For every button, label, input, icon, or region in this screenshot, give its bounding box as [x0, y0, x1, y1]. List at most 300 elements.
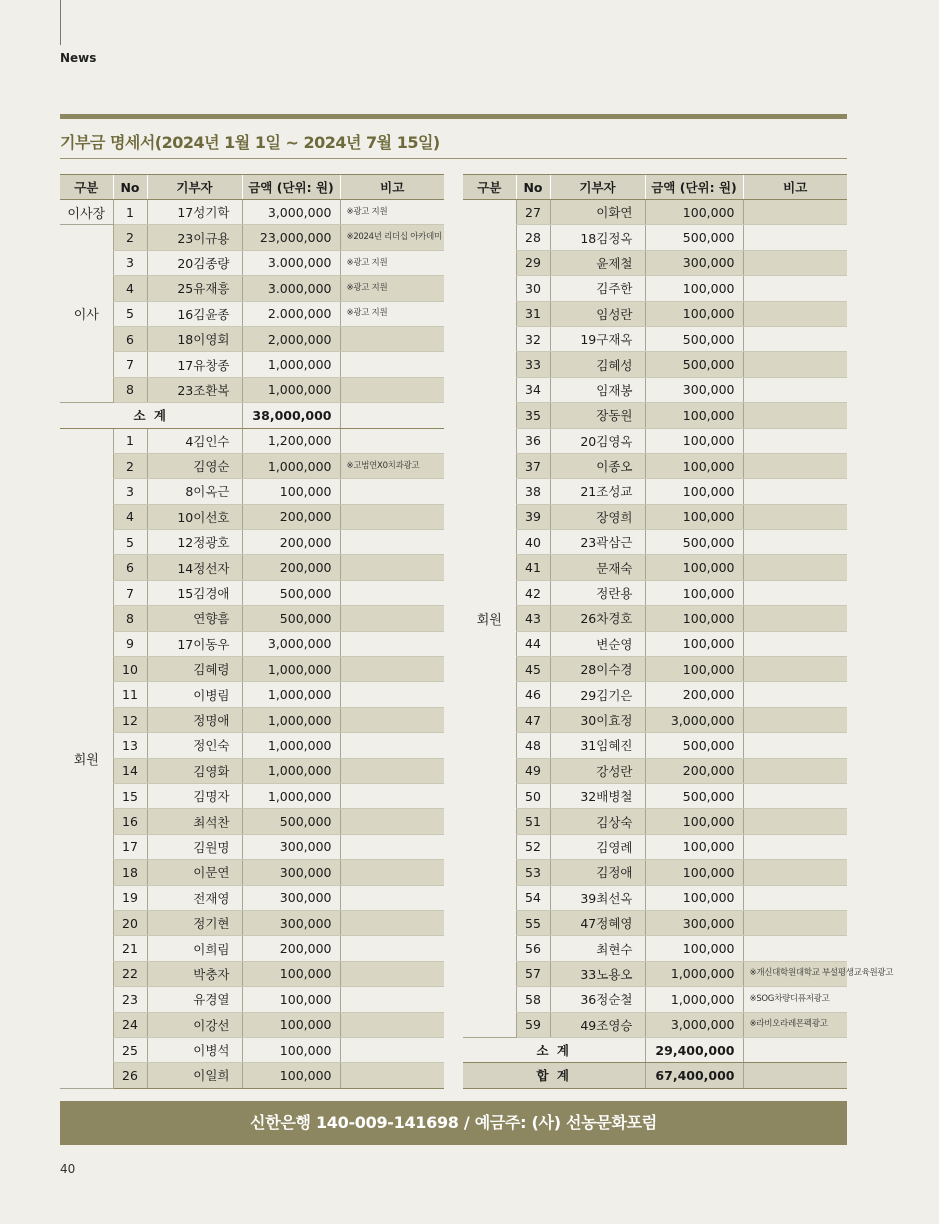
table-row	[463, 403, 847, 428]
donor-cell	[147, 352, 242, 377]
donor-cell	[147, 758, 242, 783]
amount-cell: 100,000	[645, 631, 743, 656]
note-cell	[743, 631, 847, 656]
amount-cell: 1,000,000	[242, 453, 340, 478]
note-cell: ※광고 지원	[340, 276, 444, 301]
row-number: 4	[113, 504, 147, 529]
subtotal-note-cell	[743, 1037, 847, 1062]
note-cell	[340, 606, 444, 631]
row-number: 48	[516, 733, 550, 758]
table-row	[463, 682, 847, 707]
amount-cell: 100,000	[645, 479, 743, 504]
donor-name: 전재영	[193, 890, 230, 906]
amount-cell: 500,000	[645, 326, 743, 351]
amount-cell: 100,000	[645, 657, 743, 682]
donor-cell	[147, 606, 242, 631]
donor-cell	[550, 783, 645, 808]
amount-cell: 100,000	[242, 961, 340, 986]
row-number: 36	[516, 428, 550, 453]
donor-cell	[550, 885, 645, 910]
table-row	[463, 657, 847, 682]
donor-name: 26차경호	[580, 611, 633, 627]
donor-cell	[550, 657, 645, 682]
row-number: 29	[516, 250, 550, 275]
grand-total	[463, 1063, 847, 1088]
row-number: 6	[113, 326, 147, 351]
table-row	[60, 479, 444, 504]
donor-cell	[550, 530, 645, 555]
row-number: 33	[516, 352, 550, 377]
note-cell	[340, 631, 444, 656]
row-number: 5	[113, 301, 147, 326]
donor-name: 정인숙	[193, 738, 230, 754]
table-row	[60, 809, 444, 834]
donor-name: 36정순철	[580, 992, 633, 1008]
table-row	[60, 657, 444, 682]
note-cell	[340, 326, 444, 351]
amount-cell: 1,000,000	[242, 352, 340, 377]
donor-cell	[147, 428, 242, 453]
donor-name: 이희림	[193, 941, 230, 957]
note-cell	[743, 580, 847, 605]
donor-name: 변순영	[596, 636, 633, 652]
donor-name: 이병림	[193, 687, 230, 703]
row-number: 24	[113, 1012, 147, 1037]
note-cell	[743, 326, 847, 351]
amount-cell: 500,000	[645, 530, 743, 555]
note-cell	[340, 961, 444, 986]
row-number: 22	[113, 961, 147, 986]
donor-name: 최현수	[596, 941, 633, 957]
table-row	[60, 631, 444, 656]
donor-cell	[147, 682, 242, 707]
amount-cell: 500,000	[645, 225, 743, 250]
note-cell: ※개신대학원대학교 부설평생교육원광고	[743, 961, 847, 986]
donor-cell	[550, 987, 645, 1012]
note-cell: ※SOG차량디퓨저광고	[743, 987, 847, 1012]
table-row	[463, 885, 847, 910]
donation-table-left	[60, 174, 444, 1089]
row-number: 21	[113, 936, 147, 961]
donor-name: 임재봉	[596, 382, 633, 398]
note-cell	[743, 783, 847, 808]
donor-cell	[550, 250, 645, 275]
donor-name: 23곽삼근	[580, 535, 633, 551]
row-number: 56	[516, 936, 550, 961]
subtotal-note-cell	[340, 403, 444, 428]
row-number: 1	[113, 428, 147, 453]
row-number: 47	[516, 707, 550, 732]
amount-cell: 1,000,000	[645, 987, 743, 1012]
note-cell	[340, 682, 444, 707]
amount-cell: 100,000	[645, 606, 743, 631]
donor-cell	[147, 631, 242, 656]
table-row	[463, 200, 847, 225]
donor-cell	[550, 555, 645, 580]
note-cell	[340, 936, 444, 961]
table-row	[463, 987, 847, 1012]
donor-name: 이종오	[596, 459, 633, 475]
table-row	[60, 225, 444, 250]
col-no-header: No	[516, 175, 550, 200]
note-cell	[743, 377, 847, 402]
row-number: 58	[516, 987, 550, 1012]
table-row	[60, 453, 444, 478]
note-cell	[743, 733, 847, 758]
table-row	[463, 910, 847, 935]
donor-name: 21조성교	[580, 484, 633, 500]
amount-cell: 100,000	[645, 809, 743, 834]
table-row	[463, 555, 847, 580]
donor-name: 8이옥근	[185, 484, 230, 500]
donor-cell	[550, 707, 645, 732]
donor-name: 장영희	[596, 509, 633, 525]
donor-cell	[550, 961, 645, 986]
table-row	[60, 1037, 444, 1062]
table-row	[463, 758, 847, 783]
col-amount-header: 금액 (단위: 원)	[645, 175, 743, 200]
donor-name: 김명자	[193, 789, 230, 805]
donor-cell	[147, 910, 242, 935]
amount-cell: 500,000	[645, 733, 743, 758]
donor-cell	[550, 225, 645, 250]
amount-cell: 100,000	[645, 200, 743, 225]
donor-cell	[550, 326, 645, 351]
donor-name: 14정선자	[177, 560, 230, 576]
table-row	[463, 479, 847, 504]
donor-name: 25유재흥	[177, 281, 230, 297]
donor-name: 이강선	[193, 1017, 230, 1033]
donor-name: 장동원	[596, 408, 633, 424]
note-cell	[340, 428, 444, 453]
row-number: 55	[516, 910, 550, 935]
donor-cell	[147, 1012, 242, 1037]
donor-name: 정기현	[193, 916, 230, 932]
note-cell	[340, 707, 444, 732]
col-no-header: No	[113, 175, 147, 200]
donor-name: 18김정옥	[580, 230, 633, 246]
donor-name: 23이규용	[177, 230, 230, 246]
amount-cell: 100,000	[242, 987, 340, 1012]
row-number: 39	[516, 504, 550, 529]
donor-name: 이일희	[193, 1068, 230, 1084]
row-number: 25	[113, 1037, 147, 1062]
row-number: 46	[516, 682, 550, 707]
row-number: 10	[113, 657, 147, 682]
note-cell	[340, 733, 444, 758]
subtotal	[60, 403, 444, 428]
row-number: 38	[516, 479, 550, 504]
row-number: 8	[113, 377, 147, 402]
donor-name: 31임혜진	[580, 738, 633, 754]
donor-name: 32배병철	[580, 789, 633, 805]
donor-name: 유경열	[193, 992, 230, 1008]
table-row	[463, 428, 847, 453]
donor-cell	[147, 961, 242, 986]
table-row	[463, 504, 847, 529]
col-note-header: 비고	[743, 175, 847, 200]
note-cell	[340, 580, 444, 605]
table-row	[60, 783, 444, 808]
grand-total-label: 합 계	[463, 1063, 645, 1088]
table-row	[463, 834, 847, 859]
table-row	[60, 326, 444, 351]
donor-cell	[550, 276, 645, 301]
donor-name: 임성란	[596, 306, 633, 322]
subtotal-label: 소 계	[60, 403, 242, 428]
donor-name: 김혜령	[193, 662, 230, 678]
amount-cell: 1,000,000	[242, 682, 340, 707]
row-number: 3	[113, 479, 147, 504]
table-row	[60, 276, 444, 301]
table-row	[463, 225, 847, 250]
amount-cell: 100,000	[645, 834, 743, 859]
table-row	[60, 860, 444, 885]
table-row	[463, 631, 847, 656]
amount-cell: 300,000	[242, 860, 340, 885]
donor-name: 이병석	[193, 1043, 230, 1059]
table-row	[463, 301, 847, 326]
amount-cell: 200,000	[242, 555, 340, 580]
donor-name: 10이선호	[177, 509, 230, 525]
table-row	[60, 834, 444, 859]
amount-cell: 100,000	[645, 885, 743, 910]
donor-cell	[147, 530, 242, 555]
donor-name: 47정혜영	[580, 916, 633, 932]
row-number: 44	[516, 631, 550, 656]
amount-cell: 100,000	[645, 504, 743, 529]
donor-name: 23조환복	[177, 382, 230, 398]
page-title: 기부금 명세서(2024년 1월 1일 ~ 2024년 7월 15일)	[60, 133, 440, 152]
donor-cell	[550, 860, 645, 885]
note-cell	[340, 987, 444, 1012]
table-row	[60, 504, 444, 529]
donor-cell	[147, 657, 242, 682]
amount-cell: 100,000	[645, 428, 743, 453]
amount-cell: 3,000,000	[242, 631, 340, 656]
row-number: 37	[516, 453, 550, 478]
note-cell	[743, 885, 847, 910]
row-number: 26	[113, 1063, 147, 1088]
row-number: 7	[113, 352, 147, 377]
subtotal-amount: 29,400,000	[645, 1037, 743, 1062]
donor-cell	[550, 910, 645, 935]
note-cell	[743, 707, 847, 732]
amount-cell: 3.000,000	[242, 250, 340, 275]
note-cell	[340, 352, 444, 377]
donor-name: 12정광호	[177, 535, 230, 551]
table-row	[463, 580, 847, 605]
row-number: 2	[113, 225, 147, 250]
amount-cell: 200,000	[242, 936, 340, 961]
table-row	[60, 428, 444, 453]
note-cell	[743, 301, 847, 326]
table-row	[463, 961, 847, 986]
table-row	[60, 377, 444, 402]
amount-cell: 100,000	[645, 276, 743, 301]
table-row	[463, 733, 847, 758]
donor-cell	[147, 733, 242, 758]
note-cell	[340, 758, 444, 783]
donor-name: 최석찬	[193, 814, 230, 830]
donor-name: 29김기은	[580, 687, 633, 703]
donor-name: 김혜성	[596, 357, 633, 373]
donor-cell	[550, 936, 645, 961]
donor-cell	[147, 1063, 242, 1088]
donor-name: 33노용오	[580, 966, 633, 982]
note-cell	[743, 403, 847, 428]
note-cell	[743, 758, 847, 783]
amount-cell: 2.000,000	[242, 301, 340, 326]
donor-name: 19구재옥	[580, 332, 633, 348]
note-cell	[743, 504, 847, 529]
row-number: 5	[113, 530, 147, 555]
row-number: 41	[516, 555, 550, 580]
note-cell	[340, 479, 444, 504]
donor-name: 이화연	[596, 205, 633, 221]
amount-cell: 3.000,000	[242, 276, 340, 301]
table-row	[60, 301, 444, 326]
amount-cell: 300,000	[242, 910, 340, 935]
amount-cell: 1,200,000	[242, 428, 340, 453]
row-number: 7	[113, 580, 147, 605]
row-number: 35	[516, 403, 550, 428]
donor-name: 김영화	[193, 763, 230, 779]
note-cell	[340, 783, 444, 808]
table-row	[463, 860, 847, 885]
row-number: 6	[113, 555, 147, 580]
donor-cell	[550, 834, 645, 859]
amount-cell: 100,000	[242, 479, 340, 504]
donor-cell	[550, 403, 645, 428]
amount-cell: 100,000	[645, 555, 743, 580]
note-cell: ※광고 지원	[340, 301, 444, 326]
amount-cell: 500,000	[242, 580, 340, 605]
donor-cell	[550, 200, 645, 225]
note-cell	[743, 530, 847, 555]
row-number: 51	[516, 809, 550, 834]
note-cell	[743, 809, 847, 834]
amount-cell: 200,000	[645, 758, 743, 783]
donor-cell	[147, 1037, 242, 1062]
donor-cell	[147, 250, 242, 275]
bank-account-banner: 신한은행 140-009-141698 / 예금주: (사) 선농문화포럼	[60, 1101, 847, 1145]
donor-name: 이문연	[193, 865, 230, 881]
note-cell	[340, 657, 444, 682]
note-cell	[743, 453, 847, 478]
row-number: 23	[113, 987, 147, 1012]
donor-name: 15김경애	[177, 586, 230, 602]
donor-cell	[147, 809, 242, 834]
note-cell	[340, 377, 444, 402]
grand-total-amount: 67,400,000	[645, 1063, 743, 1088]
row-number: 9	[113, 631, 147, 656]
amount-cell: 100,000	[242, 1063, 340, 1088]
amount-cell: 1,000,000	[242, 657, 340, 682]
donor-cell	[550, 733, 645, 758]
table-row	[463, 326, 847, 351]
note-cell	[340, 860, 444, 885]
table-row	[60, 1012, 444, 1037]
note-cell: ※라비오라레몬펙광고	[743, 1012, 847, 1037]
note-cell	[340, 885, 444, 910]
col-group-header: 구분	[463, 175, 516, 200]
table-row	[463, 1012, 847, 1037]
donor-cell	[147, 834, 242, 859]
note-cell	[340, 834, 444, 859]
donor-cell	[550, 809, 645, 834]
donor-cell	[147, 200, 242, 225]
note-cell	[743, 276, 847, 301]
note-cell	[340, 555, 444, 580]
row-number: 14	[113, 758, 147, 783]
row-number: 49	[516, 758, 550, 783]
note-cell	[743, 606, 847, 631]
header-bar	[60, 114, 847, 119]
row-number: 43	[516, 606, 550, 631]
donor-name: 17유창종	[177, 357, 230, 373]
amount-cell: 100,000	[645, 936, 743, 961]
donor-cell	[147, 479, 242, 504]
table-row	[60, 530, 444, 555]
table-row	[463, 530, 847, 555]
row-number: 30	[516, 276, 550, 301]
donor-cell	[550, 758, 645, 783]
donor-name: 20김종량	[177, 255, 230, 271]
table-row	[60, 987, 444, 1012]
donor-cell	[147, 301, 242, 326]
table-row	[463, 250, 847, 275]
amount-cell: 3,000,000	[242, 200, 340, 225]
donor-cell	[147, 987, 242, 1012]
note-cell	[743, 910, 847, 935]
table-row	[463, 606, 847, 631]
donor-name: 4김인수	[185, 433, 230, 449]
amount-cell: 100,000	[645, 301, 743, 326]
table-row	[60, 910, 444, 935]
amount-cell: 100,000	[645, 403, 743, 428]
amount-cell: 500,000	[242, 606, 340, 631]
table-row	[60, 606, 444, 631]
grand-total-note-cell	[743, 1063, 847, 1088]
note-cell: ※고범연X0치과광고	[340, 453, 444, 478]
donor-name: 김영순	[193, 459, 230, 475]
donor-name: 정명애	[193, 713, 230, 728]
donor-name: 28이수경	[580, 662, 633, 678]
note-cell	[743, 428, 847, 453]
donor-name: 49조영승	[580, 1017, 633, 1033]
amount-cell: 1,000,000	[645, 961, 743, 986]
note-cell	[743, 479, 847, 504]
row-number: 16	[113, 809, 147, 834]
donor-name: 김상숙	[596, 814, 633, 830]
donor-cell	[550, 631, 645, 656]
note-cell: ※2024년 리더십 아카데미	[340, 225, 444, 250]
group-cell: 회원	[60, 428, 113, 1088]
row-number: 57	[516, 961, 550, 986]
amount-cell: 1,000,000	[242, 377, 340, 402]
donor-cell	[147, 860, 242, 885]
row-number: 20	[113, 910, 147, 935]
amount-cell: 1,000,000	[242, 783, 340, 808]
amount-cell: 200,000	[645, 682, 743, 707]
donor-name: 17이동우	[177, 636, 230, 652]
table-row	[60, 250, 444, 275]
amount-cell: 3,000,000	[645, 1012, 743, 1037]
donor-cell	[147, 504, 242, 529]
amount-cell: 23,000,000	[242, 225, 340, 250]
donor-cell	[147, 580, 242, 605]
